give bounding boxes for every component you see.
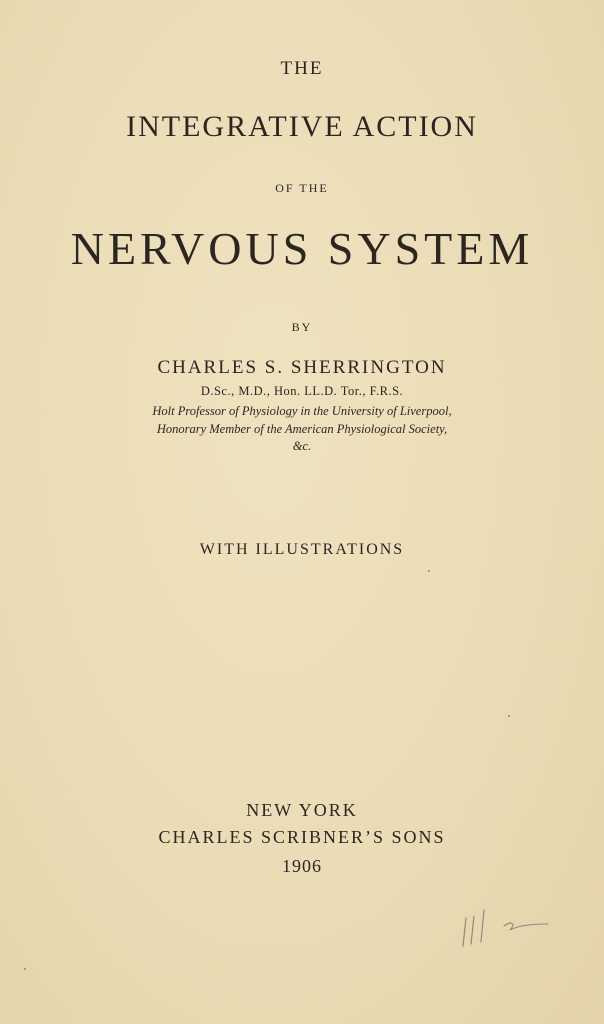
title-line-2: NERVOUS SYSTEM xyxy=(70,223,534,274)
paper-speck xyxy=(24,968,26,970)
paper-speck xyxy=(428,570,430,572)
author-degrees: D.Sc., M.D., Hon. LL.D. Tor., F.R.S. xyxy=(200,384,404,398)
paper-speck xyxy=(508,715,510,717)
illustrations-note: WITH ILLUSTRATIONS xyxy=(199,541,405,558)
publisher-name: CHARLES SCRIBNER’S SONS xyxy=(158,827,446,847)
author-affiliation-1: Holt Professor of Physiology in the University of Liverpool, xyxy=(152,404,452,418)
author-name: CHARLES S. SHERRINGTON xyxy=(157,357,447,378)
title-connector: OF THE xyxy=(275,181,329,195)
author-affiliation-2: Honorary Member of the American Physiological Society, xyxy=(156,422,448,436)
author-affiliation-3: &c. xyxy=(292,439,312,453)
byline-label: BY xyxy=(291,320,313,334)
publisher-city: NEW YORK xyxy=(246,800,358,820)
title-article: THE xyxy=(280,58,324,79)
pencil-annotation-mark xyxy=(460,904,560,954)
publication-year: 1906 xyxy=(282,856,322,876)
title-line-1: INTEGRATIVE ACTION xyxy=(126,110,478,143)
